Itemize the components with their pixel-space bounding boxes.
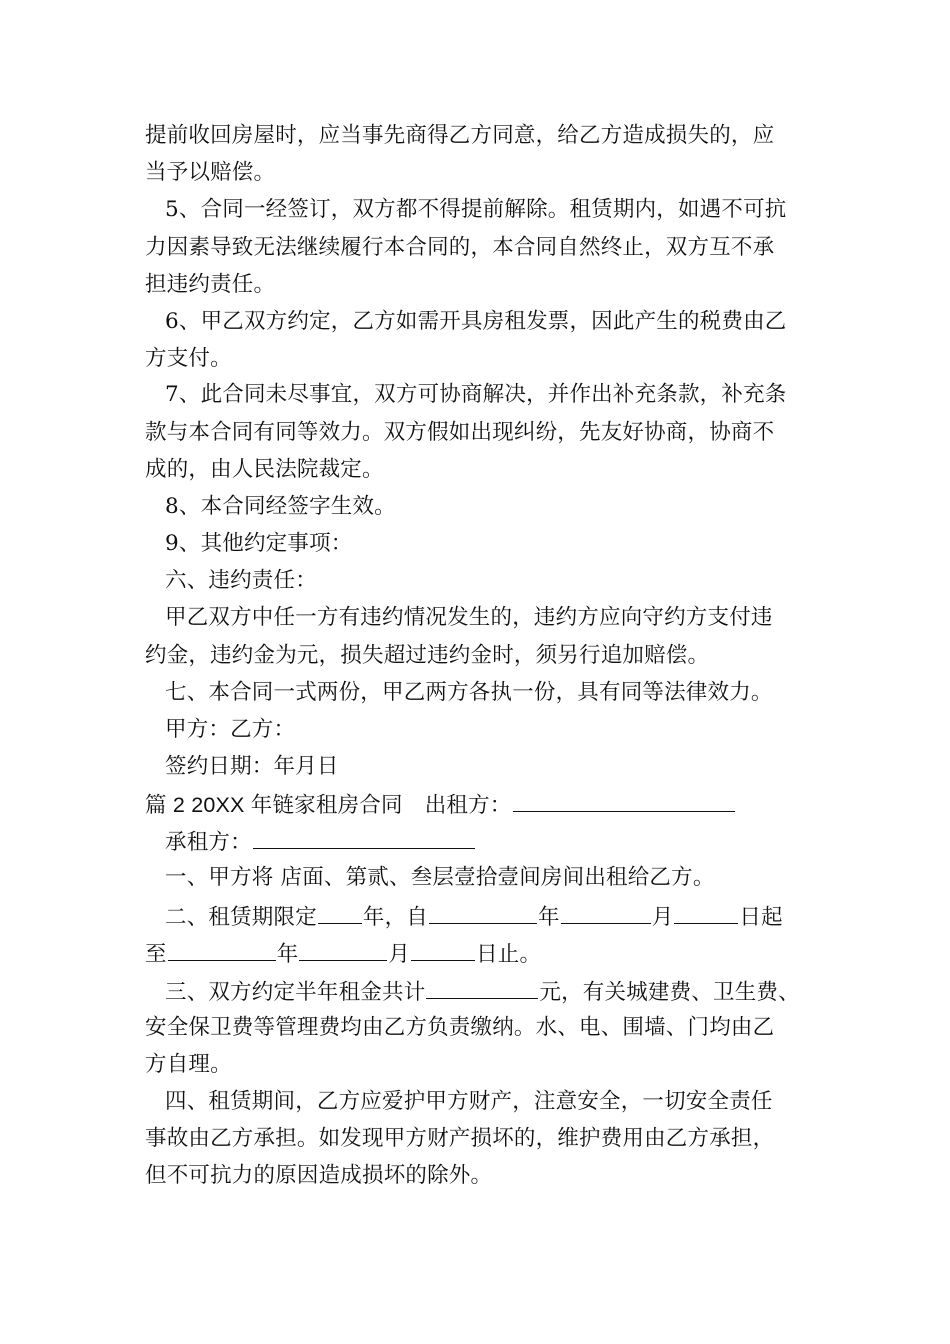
rent-amount-blank xyxy=(426,976,538,999)
clause-3-text: 三、双方约定半年租金共计 xyxy=(165,980,426,1005)
clause-2-text: 月 xyxy=(388,942,411,967)
paragraph-line: 当予以赔偿。 xyxy=(145,160,276,185)
clause-2-text: 日起 xyxy=(739,905,783,930)
lessor-label: 出租方： xyxy=(424,793,512,818)
clause-2-text: 年，自 xyxy=(362,905,429,930)
clause-2-text: 二、租赁期限定 xyxy=(165,905,317,930)
paragraph-line: 甲乙双方中任一方有违约情况发生的，违约方应向守约方支付违 xyxy=(165,605,773,630)
paragraph-line: 约金，违约金为元，损失超过违约金时，须另行追加赔偿。 xyxy=(145,643,710,668)
clause-3-line-2: 安全保卫费等管理费均由乙方负责缴纳。水、电、围墙、门均由乙 xyxy=(145,1015,775,1040)
clause-2-text: 至 xyxy=(145,942,167,967)
clause-4-line: 四、租赁期间，乙方应爱护甲方财产，注意安全，一切安全责任 xyxy=(165,1089,773,1114)
clause-9-line: 9、其他约定事项： xyxy=(165,531,353,556)
section-heading-breach: 六、违约责任： xyxy=(165,568,317,593)
start-month-blank xyxy=(561,901,651,924)
paragraph-line: 提前收回房屋时，应当事先商得乙方同意，给乙方造成损失的，应 xyxy=(145,123,775,148)
clause-2-text: 年 xyxy=(538,905,560,930)
lessee-blank xyxy=(253,826,475,849)
paragraph-line: 款与本合同有同等效力。双方假如出现纠纷，先友好协商，协商不 xyxy=(145,420,775,445)
lessor-blank xyxy=(513,789,735,812)
clause-4-line-2: 事故由乙方承担。如发现甲方财产损坏的，维护费用由乙方承担， xyxy=(145,1126,775,1151)
clause-7-line: 7、此合同未尽事宜，双方可协商解决，并作出补充条款，补充条 xyxy=(165,382,787,407)
contract-title: 篇 2 20XX 年链家租房合同 xyxy=(145,793,403,817)
end-month-blank xyxy=(299,938,387,961)
term-years-blank xyxy=(318,901,362,924)
clause-2-text: 年 xyxy=(276,942,299,967)
clause-5-line: 5、合同一经签订，双方都不得提前解除。租赁期内，如遇不可抗 xyxy=(165,197,787,222)
section-heading-copies: 七、本合同一式两份，甲乙两方各执一份，具有同等法律效力。 xyxy=(165,680,773,705)
party-signature-line: 甲方：乙方： xyxy=(165,717,296,742)
paragraph-line: 方支付。 xyxy=(145,346,232,371)
clause-1-line: 一、甲方将 店面、第贰、叁层壹拾壹间房间出租给乙方。 xyxy=(165,865,715,890)
clause-2-line xyxy=(165,901,783,932)
clause-2-text: 日止。 xyxy=(476,942,542,967)
clause-6-line: 6、甲乙双方约定，乙方如需开具房租发票，因此产生的税费由乙 xyxy=(165,309,787,334)
paragraph-line: 成的，由人民法院裁定。 xyxy=(145,457,384,482)
lessee-line xyxy=(165,826,476,857)
clause-3-line xyxy=(165,976,800,1007)
clause-3-line-3: 方自理。 xyxy=(145,1052,232,1077)
end-year-blank xyxy=(168,938,276,961)
clause-4-line-3: 但不可抗力的原因造成损坏的除外。 xyxy=(145,1163,493,1188)
clause-2-text: 月 xyxy=(651,905,674,930)
end-day-blank xyxy=(411,938,475,961)
lessee-label: 承租方： xyxy=(165,830,252,855)
clause-3-text: 元，有关城建费、卫生费、 xyxy=(539,980,800,1005)
paragraph-line: 力因素导致无法继续履行本合同的，本合同自然终止，双方互不承 xyxy=(145,235,775,260)
clause-8-line: 8、本合同经签字生效。 xyxy=(165,494,396,519)
signing-date-line: 签约日期：年月日 xyxy=(165,754,339,779)
paragraph-line: 担违约责任。 xyxy=(145,272,276,297)
contract-heading-line xyxy=(145,789,736,820)
start-year-blank xyxy=(429,901,537,924)
start-day-blank xyxy=(674,901,738,924)
clause-2-line-2 xyxy=(145,938,541,969)
